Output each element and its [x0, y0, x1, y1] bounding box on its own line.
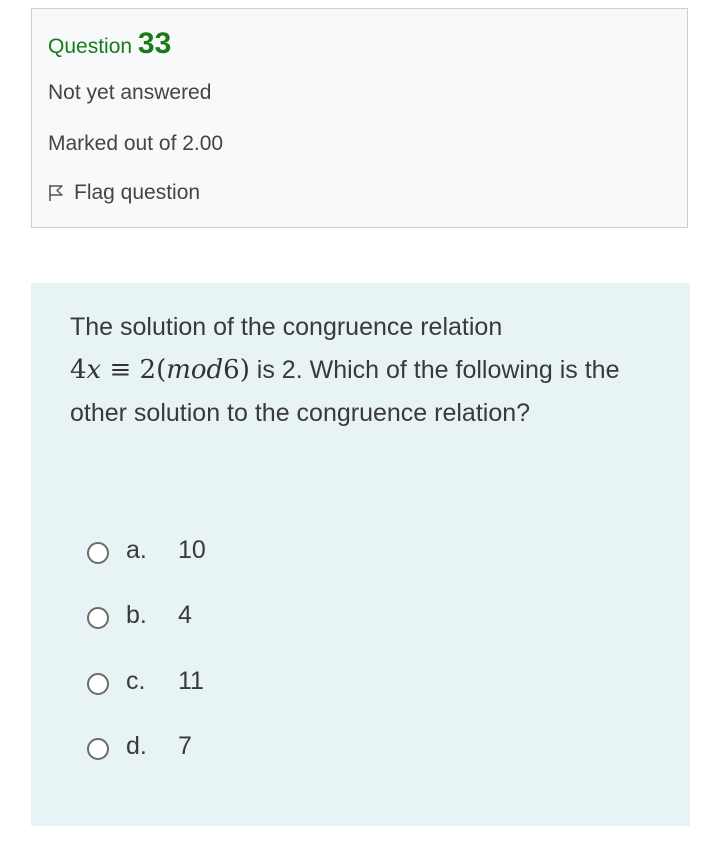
answer-option-c[interactable]	[87, 667, 204, 696]
answer-letter: b.	[126, 601, 147, 629]
radio-button-d[interactable]	[87, 738, 109, 760]
question-info-panel	[31, 8, 688, 228]
answer-option-d[interactable]	[87, 732, 192, 761]
radio-button-b[interactable]	[87, 607, 109, 629]
flag-question-label: Flag question	[74, 181, 201, 204]
flag-question-link[interactable]	[48, 181, 200, 205]
question-number: 33	[137, 27, 172, 60]
question-state: Not yet answered	[48, 81, 212, 104]
answer-letter: c.	[126, 667, 146, 695]
answer-letter: d.	[126, 732, 147, 760]
question-panel	[31, 283, 690, 826]
question-text	[70, 306, 660, 435]
answer-value: 4	[178, 601, 192, 629]
answer-letter: a.	[126, 536, 147, 564]
congruence-formula: 4x ≡ 2(mod6)	[70, 355, 250, 385]
answer-value: 7	[178, 732, 192, 760]
answer-value: 10	[178, 536, 206, 564]
answer-value: 11	[178, 667, 204, 695]
flag-outline-icon	[48, 184, 64, 202]
question-line-2: is 2. Which of the following is the other solution to the congruence relation?	[70, 356, 620, 427]
radio-button-c[interactable]	[87, 673, 109, 695]
question-marks: Marked out of 2.00	[48, 132, 224, 155]
answer-option-a[interactable]	[87, 536, 206, 565]
question-label: Question	[48, 35, 133, 58]
question-title	[48, 27, 171, 61]
radio-button-a[interactable]	[87, 542, 109, 564]
answer-option-b[interactable]	[87, 601, 192, 630]
question-line-1: The solution of the congruence relation	[70, 313, 503, 341]
